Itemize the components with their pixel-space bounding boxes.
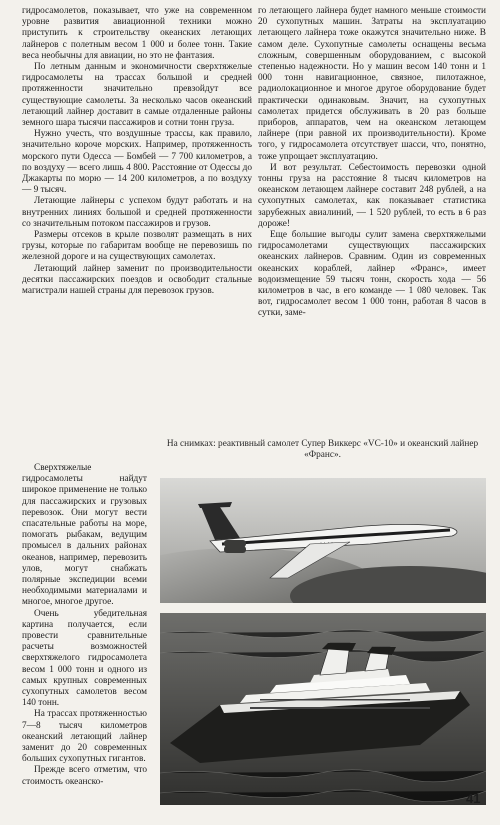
airplane-illustration	[160, 478, 486, 603]
paragraph: Очень убедительная картина получается, если провести сравнительные расчеты возможностей сверхтяжелого гидросамолета весом 1 000 тонн и одного из самых крупных современных сухопутных самолетов весом 140 тонн.	[22, 608, 147, 709]
paragraph: Размеры отсеков в крыле позволят размещать в них грузы, которые по габаритам вообще не перевозишь по железной дороге и на существующих самолетах.	[22, 230, 252, 263]
paragraph: Летающий лайнер заменит по производительности десятки пассажирских поездов и освободит стальные магистрали нашей страны для перевозок грузов.	[22, 263, 252, 297]
left-column-top	[22, 6, 252, 297]
right-column	[258, 6, 486, 320]
left-column-narrow	[22, 463, 147, 788]
ocean-liner-photo	[160, 613, 486, 805]
paragraph: Еще большие выгоды сулит замена сверхтяжелыми гидросамолетами существующих пассажирских океанских лайнеров. Сравним. Один из современных океанских кораблей, лайнер «Франс», имеет водоизмещение 59 тысяч тонн, скорость хода — 56 километров в час, в его команде — 1 080 человек. Так вот, гидросамолет весом 1 000 тонн, работая 8 часов в сутки, заме-	[258, 230, 486, 319]
page-number: 41	[466, 791, 481, 806]
paragraph: На трассах протяженностью 7—8 тысяч километров океанский летающий лайнер заменит до 20 современных больших сухопутных гигантов.	[22, 709, 147, 765]
photo-caption: На снимках: реактивный самолет Супер Виккерс «VC-10» и океанский лайнер «Франс».	[166, 439, 479, 460]
paragraph: го летающего лайнера будет намного меньше стоимости 20 сухопутных машин. Затраты на эксплуатацию летающего лайнера тоже окажутся значительно ниже. В самом деле. Сухопутные самолеты оснащены весьма сложным, совершенным оборудованием, с высокой степенью надежности. Но у машин весом 140 тонн и 1 000 тонн навигационное, связное, пилотажное, радиолокационное и многое другое оборудование будет практически одинаковым. Значит, на сухопутных самолетах придется обслуживать в 20 раз больше приборов, аппаратов, чем на океанском летающем лайнере (при равной их производительности). Кроме того, у гидросамолета отсутствует шасси, что, понятно, тоже упрощает эксплуатацию.	[258, 6, 486, 162]
paragraph: И вот результат. Себестоимость перевозки одной тонны груза на расстояние 8 тысяч километров на океанском летающем лайнере составит 248 рублей, а на сухопутных самолетах, как показывает статистика зарубежных авиалиний, — 1 520 рублей, то есть в 6 раз дороже!	[258, 162, 486, 229]
paragraph: Летающие лайнеры с успехом будут работать и на внутренних линиях большой и средней протяженности со значительным потоком пассажиров и грузов.	[22, 196, 252, 229]
airplane-photo	[160, 478, 486, 603]
paragraph: Нужно учесть, что воздушные трассы, как правило, значительно короче морских. Например, протяженность морского пути Одесса — Бомбей — 7 700 километров, а по воздуху — всего лишь 4 800. Расстояние от Одессы до Джакарты по морю — 14 200 километров, а по воздуху — 9 тысяч.	[22, 129, 252, 196]
paragraph: По летным данным и экономичности сверхтяжелые гидросамолеты на трассах большой и средней протяженности значительно превзойдут все существующие самолеты. За несколько часов океанский летающий лайнер доставит в самые отдаленные районы земного шара тысячи пассажиров и сотни тонн груза.	[22, 62, 252, 129]
livery-text: · · · ·	[320, 540, 333, 546]
ship-illustration	[160, 613, 486, 805]
paragraph: Сверхтяжелые гидросамолеты найдут широкое применение не только для пассажирских и грузовых перевозок. Они могут вести спасательные работы на море, помогать рыбакам, ведущим промысел в дальних районах океанов, например, перевозить улов, могут снабжать полярные экспедиции всеми необходимыми материалами и многое, многое другое.	[22, 463, 147, 608]
paragraph: Прежде всего отметим, что стоимость океанско-	[22, 765, 147, 787]
paragraph: гидросамолетов, показывает, что уже на современном уровне развития авиационной техники можно приступить к строительству океанских летающих лайнеров с полетным весом 1 000 и более тонн. Такие веса необычны для авиации, но это не фантазия.	[22, 6, 252, 61]
